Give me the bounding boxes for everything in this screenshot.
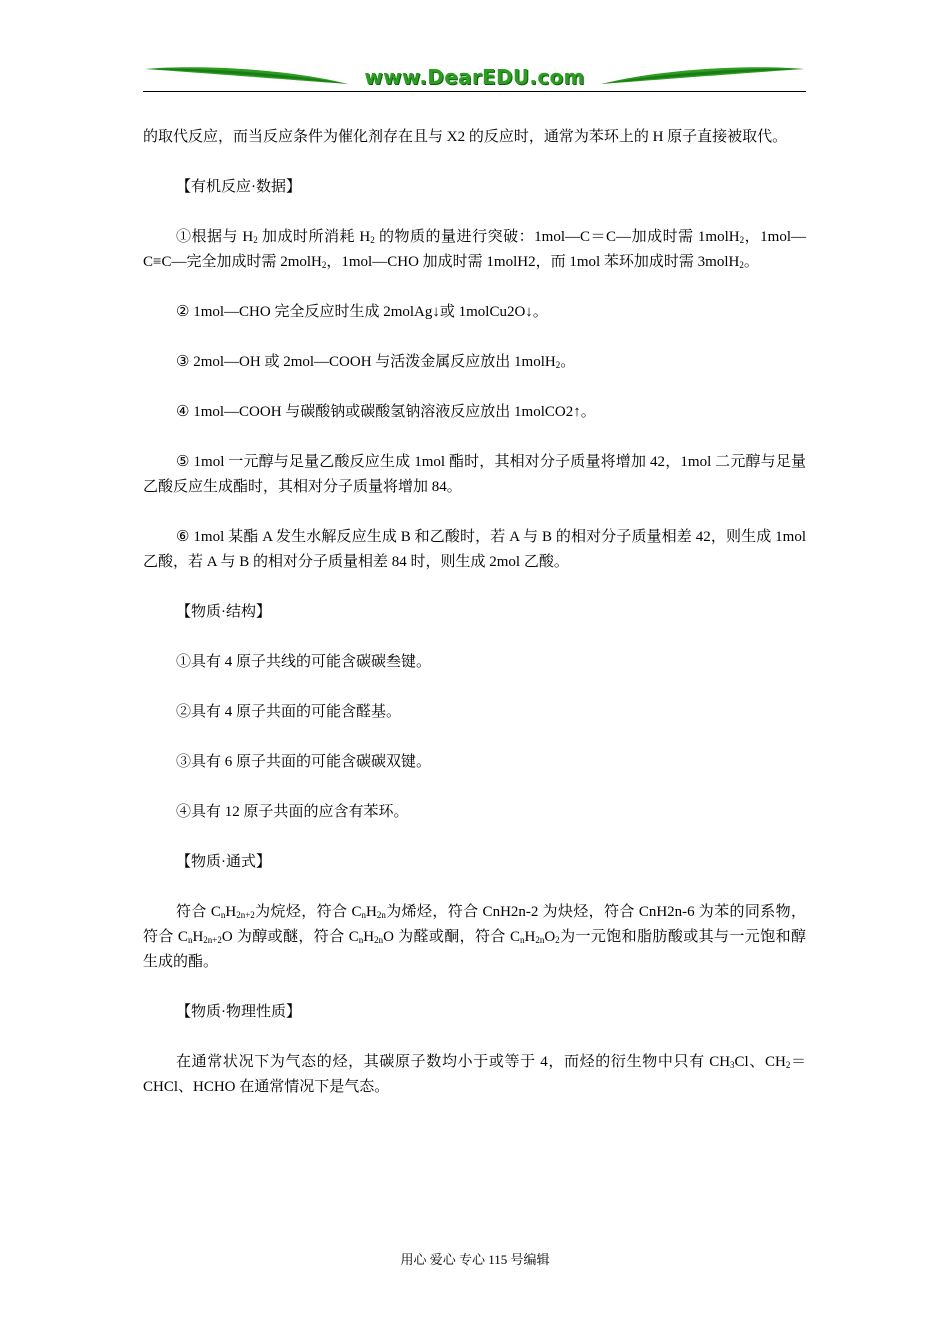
header-divider bbox=[143, 91, 806, 92]
paragraph-hydrogen-addition: ①根据与 $H_2$ 加成时所消耗 $H_2$ 的物质的量进行突破：1mol—C＝C—加成时需 1molH$_2$，1mol—C≡C—完全加成时需 2molH$_2$，1mol—CHO 加成时需 1molH2，而 1mol 苯环加成时需 3molH$_2$。 bbox=[143, 229, 806, 270]
structure-item-3: ③具有 6 原子共面的可能含碳碳双键。 bbox=[176, 754, 432, 770]
paragraph-general-formulas: 符合 $C_nH_{2n+2}$为烷烃，符合 $C_nH_{2n}$为烯烃，符合 CnH2n-2 为炔烃，符合 CnH2n-6 为苯的同系物，符合 $C_nH_{2n+2}O$ 为醇或醚，符合 $C_nH_{2n}O$ 为醛或酮，符合 $C_nH_{2n}O_2$为一元饱和脂肪酸或其与一元饱和醇生成的酯。 bbox=[143, 904, 807, 970]
paragraph-alcohol-esterification: ⑤ 1mol 一元醇与足量乙酸反应生成 1mol 酯时，其相对分子质量将增加 42，1mol 二元醇与足量乙酸反应生成酯时，其相对分子质量将增加 84。 bbox=[143, 454, 806, 495]
paragraph-cooh-carbonate: ④ 1mol—COOH 与碳酸钠或碳酸氢钠溶液反应放出 1molCO2↑。 bbox=[176, 404, 596, 420]
paragraph-continuation: 的取代反应，而当反应条件为催化剂存在且与 X2 的反应时，通常为苯环上的 H 原子直接被取代。 bbox=[143, 129, 788, 145]
page-footer: 用心 爱心 专心 115 号编辑 bbox=[400, 1252, 550, 1267]
paragraph-ester-hydrolysis: ⑥ 1mol 某酯 A 发生水解反应生成 B 和乙酸时，若 A 与 B 的相对分子质量相差 42，则生成 1mol 乙酸，若 A 与 B 的相对分子质量相差 84 时，则生成 2mol 乙酸。 bbox=[143, 529, 806, 570]
structure-item-2: ②具有 4 原子共面的可能含醛基。 bbox=[176, 704, 402, 720]
site-logo-text[interactable]: www.DearEDU.com bbox=[364, 65, 585, 89]
section-heading-reaction-data: 【有机反应·数据】 bbox=[176, 179, 301, 195]
structure-item-4: ④具有 12 原子共面的应含有苯环。 bbox=[176, 804, 409, 820]
page-header bbox=[143, 60, 806, 92]
paragraph-oh-cooh-metal: ③ 2mol—OH 或 2mol—COOH 与活泼金属反应放出 1molH$_2$。 bbox=[176, 354, 576, 370]
paragraph-cho-reaction: ② 1mol—CHO 完全反应时生成 2molAg↓或 1molCu2O↓。 bbox=[176, 304, 548, 320]
structure-item-1: ①具有 4 原子共线的可能含碳碳叁键。 bbox=[176, 654, 432, 670]
section-heading-general-formula: 【物质·通式】 bbox=[176, 854, 271, 870]
section-heading-physical-properties: 【物质·物理性质】 bbox=[176, 1004, 301, 1020]
document-body bbox=[143, 125, 806, 1100]
paragraph-gaseous-compounds: 在通常状况下为气态的烃，其碳原子数均小于或等于 4，而烃的衍生物中只有 $CH_3Cl$、$CH_2=CHCl$、HCHO 在通常情况下是气态。 bbox=[143, 1054, 807, 1095]
section-heading-structure: 【物质·结构】 bbox=[176, 604, 271, 620]
